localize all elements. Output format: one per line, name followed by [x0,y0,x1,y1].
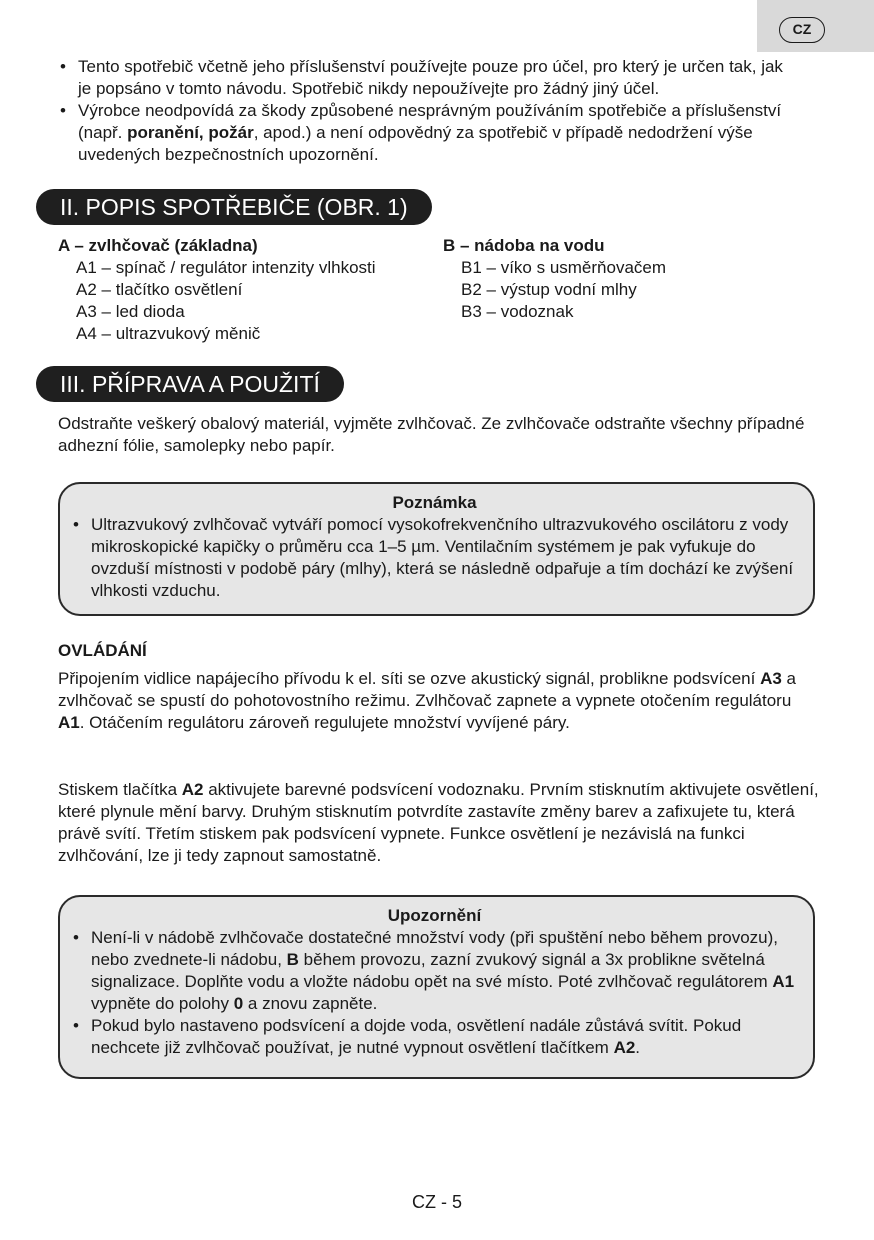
part-item: B2 – výstup vodní mlhy [461,280,637,299]
note-text: • Ultrazvukový zvlhčovač vytváří pomocí vysokofrekvenčního ultrazvukového oscilátoru z vody mikroskopické kapičky o průměru cca 1–5 µm. Ventilačním systémem je pak vyfukuje do ovzduší místnosti v podobě páry (mlhy), která se následně odpařuje a tím dochází ke zvýšení vlhkosti vzduchu. [70,514,799,602]
part-item: A4 – ultrazvukový měnič [76,324,261,343]
section-heading-preparation: III. PŘÍPRAVA A POUŽITÍ [36,366,344,402]
section-heading-description: II. POPIS SPOTŘEBIČE (OBR. 1) [36,189,432,225]
language-badge: CZ [779,17,825,43]
part-item: A3 – led dioda [76,302,185,321]
parts-column-b-title: B – nádoba na vodu [443,236,605,255]
safety-bullets [58,56,798,166]
preparation-intro: Odstraňte veškerý obalový materiál, vyjměte zvlhčovač. Ze zvlhčovače odstraňte všechny případné adhezní fólie, samolepky nebo papír. [58,414,805,455]
parts-column-a-title: A – zvlhčovač (základna) [58,236,258,255]
note-title: Poznámka [392,493,477,512]
part-item: A1 – spínač / regulátor intenzity vlhkosti [76,258,376,277]
warning-box [58,895,815,1079]
language-tab [757,0,874,52]
parts-column-a [58,235,438,345]
safety-bullet: • Tento spotřebič včetně jeho příslušenství používejte pouze pro účel, pro který je určen tak, jak je popsáno v tomto návodu. Spotřebič nikdy nepoužívejte pro žádný jiný účel. [58,56,798,100]
page-number: CZ - 5 [411,1192,462,1212]
part-item: A2 – tlačítko osvětlení [76,280,243,299]
safety-bullet: • Výrobce neodpovídá za škody způsobené nesprávným používáním spotřebiče a příslušenství (např. poranění, požár, apod.) a není odpovědný za spotřebič v případě nedodržení výše uvedených bezpečnostních upozornění. [58,100,798,166]
part-item: B3 – vodoznak [461,302,574,321]
part-item: B1 – víko s usměrňovačem [461,258,667,277]
parts-column-b [443,235,823,323]
warning-title: Upozornění [387,906,482,925]
note-box [58,482,815,616]
controls-paragraph-1: Připojením vidlice napájecího přívodu k el. síti se ozve akustický signál, problikne podsvícení A3 a zvlhčovač se spustí do pohotovostního režimu. Zvlhčovač zapnete a vypnete otočením regulátoru A1. Otáčením regulátoru zároveň regulujete množství vyvíjené páry. [58,669,797,732]
warning-bullet: • Není-li v nádobě zvlhčovače dostatečné množství vody (při spuštění nebo během provozu), nebo zvednete-li nádobu, B během provozu, zazní zvukový signál a 3x problikne světelná signalizace. Doplňte vodu a vložte nádobu opět na své místo. Poté zvlhčovač regulátorem A1 vypněte do polohy 0 a znovu zapněte. [70,927,799,1015]
warning-bullet: • Pokud bylo nastaveno podsvícení a dojde voda, osvětlení nadále zůstává svítit. Pokud nechcete již zvlhčovač používat, je nutné vypnout osvětlení tlačítkem A2. [70,1015,799,1059]
controls-paragraph-2: Stiskem tlačítka A2 aktivujete barevné podsvícení vodoznaku. Prvním stisknutím aktivujete osvětlení, které plynule mění barvy. Druhým stisknutím potvrdíte zastavíte změny barev a zafixujete tu, která právě svítí. Třetím stiskem pak podsvícení vypnete. Funkce osvětlení je nezávislá na funkci zvlhčování, lze ji tedy zapnout samostatně. [58,780,819,865]
controls-heading: OVLÁDÁNÍ [58,641,147,660]
